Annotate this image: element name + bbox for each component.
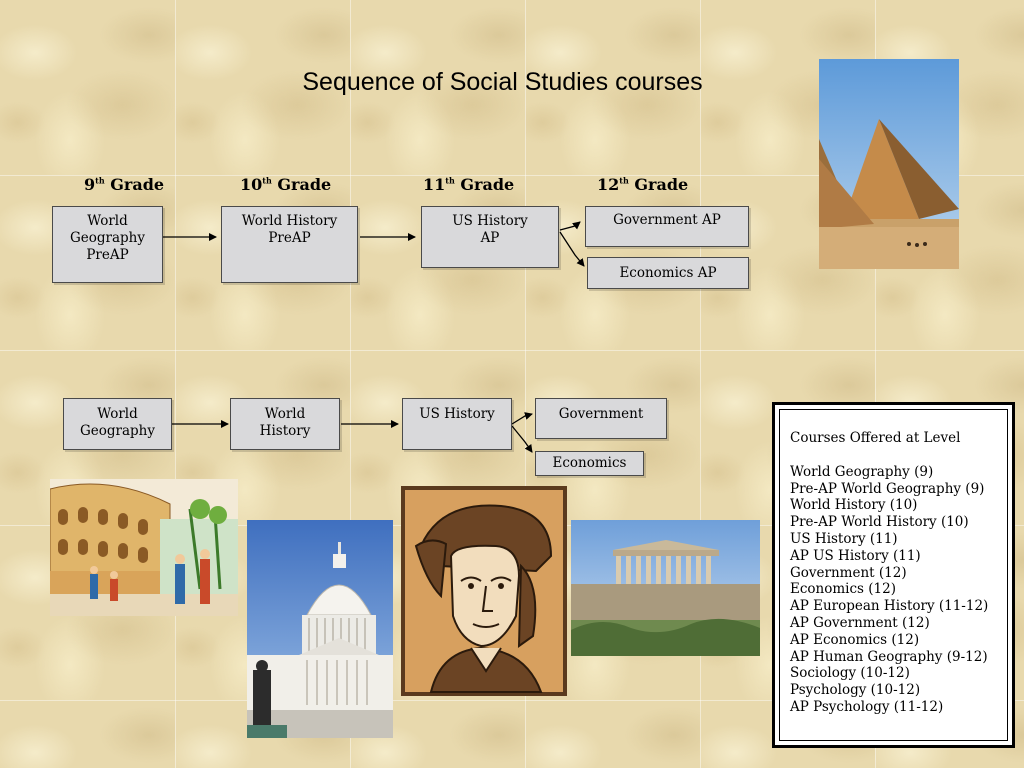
- course-item: Sociology (10-12): [790, 665, 910, 682]
- box-economics-ap: Economics AP: [587, 257, 749, 289]
- box-world-geography: World Geography: [63, 398, 172, 450]
- arrow-11-to-gov-ap: [560, 222, 580, 230]
- course-item: AP Human Geography (9-12): [790, 648, 988, 665]
- box-world-history: World History: [230, 398, 340, 450]
- box-economics: Economics: [535, 451, 644, 476]
- course-item: Psychology (10-12): [790, 682, 921, 699]
- courses-list: [790, 464, 1007, 716]
- box-government-ap: Government AP: [585, 206, 749, 247]
- columbus-portrait-image: [401, 486, 567, 696]
- course-item: Economics (12): [790, 581, 896, 598]
- course-item: AP Psychology (11-12): [790, 698, 944, 715]
- course-item: AP European History (11-12): [790, 598, 989, 615]
- course-item: AP US History (11): [790, 547, 921, 564]
- grade-11-header: 11th Grade: [423, 175, 515, 194]
- box-us-history: US History: [402, 398, 512, 450]
- grade-12-header: 12th Grade: [597, 175, 689, 194]
- tile-seam: [0, 350, 1024, 351]
- grade-10-header: 10th Grade: [240, 175, 332, 194]
- tile-seam: [175, 0, 176, 768]
- roman-street-image: [50, 479, 238, 616]
- arrow-ush-to-econ: [512, 426, 532, 452]
- pyramids-image: [819, 59, 959, 269]
- courses-offered-panel: [772, 402, 1015, 748]
- capitol-image: [247, 520, 393, 738]
- grade-9-header: 9th Grade: [84, 175, 165, 194]
- courses-offered-heading: Courses Offered at Level: [790, 430, 961, 446]
- course-item: Government (12): [790, 564, 907, 581]
- page-title: Sequence of Social Studies courses: [302, 68, 703, 96]
- box-us-history-ap: US History AP: [421, 206, 559, 268]
- arrow-ush-to-gov: [512, 414, 532, 424]
- course-item: Pre-AP World History (10): [790, 514, 969, 531]
- arrow-11-to-econ-ap: [560, 232, 584, 266]
- course-item: World History (10): [790, 497, 918, 514]
- box-world-geography-preap: World Geography PreAP: [52, 206, 163, 283]
- course-item: Pre-AP World Geography (9): [790, 480, 985, 497]
- course-item: US History (11): [790, 530, 898, 547]
- course-item: World Geography (9): [790, 463, 934, 480]
- box-world-history-preap: World History PreAP: [221, 206, 358, 283]
- course-item: AP Economics (12): [790, 631, 920, 648]
- box-government: Government: [535, 398, 667, 439]
- parthenon-image: [571, 520, 760, 656]
- course-item: AP Government (12): [790, 614, 930, 631]
